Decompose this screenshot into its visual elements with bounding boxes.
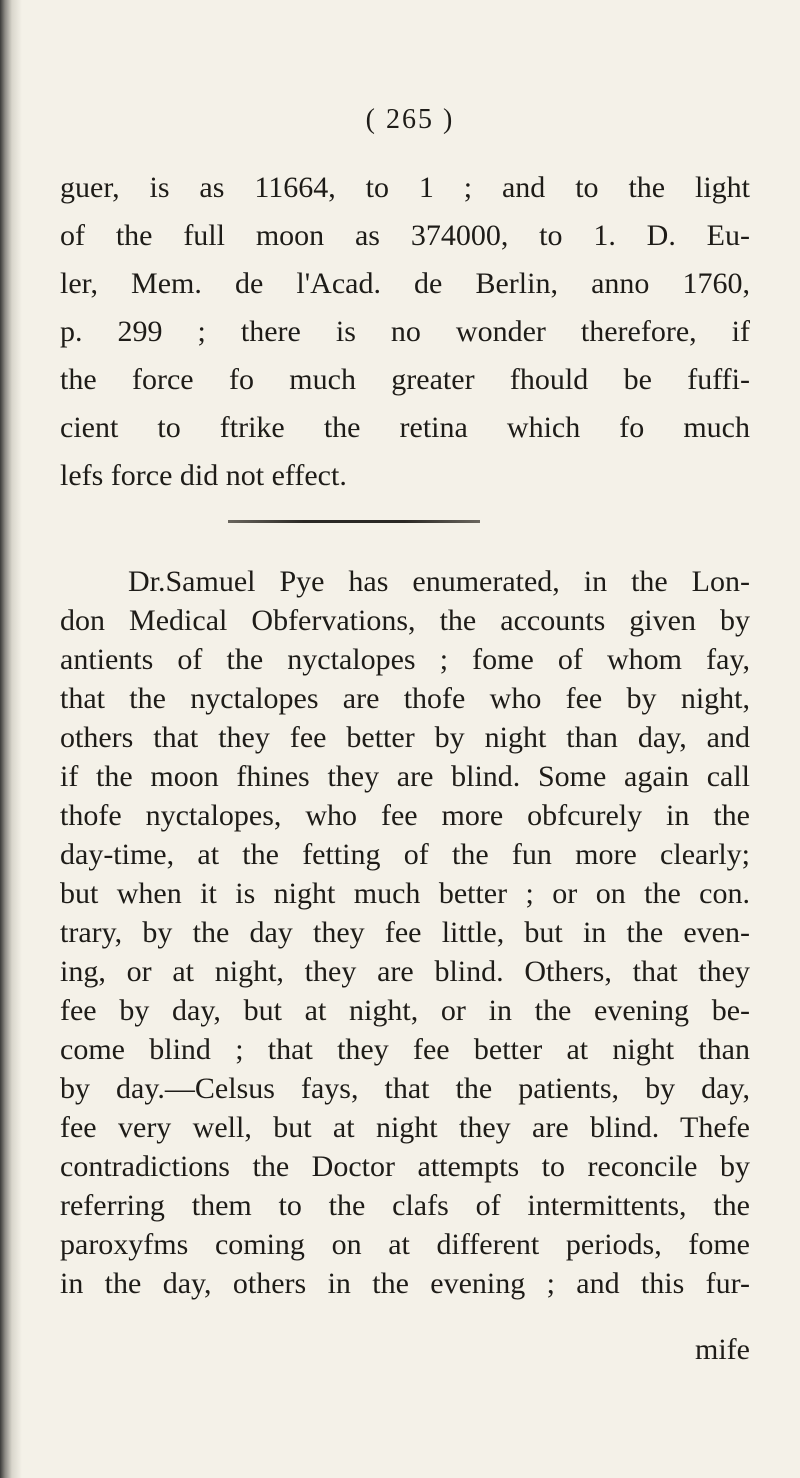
- text-line: come blind ; that they fee better at night than: [60, 1033, 750, 1066]
- page-number: ( 265 ): [365, 104, 455, 135]
- text-line: in the day, others in the evening ; and this fur-: [60, 1267, 750, 1300]
- text-line: ler, Mem. de l'Acad. de Berlin, anno 1760,: [60, 267, 750, 300]
- text-line: fee very well, but at night they are blind. Thefe: [60, 1111, 750, 1144]
- text-line: fee by day, but at night, or in the evening be-: [60, 994, 750, 1027]
- text-line: by day.—Celsus fays, that the patients, by day,: [60, 1072, 750, 1105]
- text-line: day-time, at the fetting of the fun more clearly;: [60, 838, 750, 871]
- text-line: antients of the nyctalopes ; fome of whom fay,: [60, 643, 750, 676]
- text-line: cient to ftrike the retina which fo much: [60, 411, 750, 444]
- catchword: mife: [695, 1333, 750, 1366]
- book-gutter-edge: [0, 0, 22, 1478]
- text-line: trary, by the day they fee little, but in the even-: [60, 916, 750, 949]
- text-line: Dr.Samuel Pye has enumerated, in the Lon-: [128, 565, 750, 598]
- text-line: the force fo much greater fhould be fuffi-: [60, 363, 750, 396]
- text-line: p. 299 ; there is no wonder therefore, if: [60, 315, 750, 348]
- book-page: [60, 0, 750, 1478]
- text-line: contradictions the Doctor attempts to reconcile by: [60, 1150, 750, 1183]
- text-line: thofe nyctalopes, who fee more obfcurely in the: [60, 799, 750, 832]
- text-line: ing, or at night, they are blind. Others, that they: [60, 955, 750, 988]
- text-line: others that they fee better by night than day, and: [60, 721, 750, 754]
- text-line: lefs force did not effect.: [60, 459, 347, 492]
- text-line: but when it is night much better ; or on the con.: [60, 877, 750, 910]
- text-line: if the moon fhines they are blind. Some again call: [60, 760, 750, 793]
- section-divider-rule: [228, 520, 480, 523]
- text-line: paroxyfms coming on at different periods, fome: [60, 1228, 750, 1261]
- text-line: of the full moon as 374000, to 1. D. Eu-: [60, 219, 750, 252]
- text-line: don Medical Obfervations, the accounts given by: [60, 604, 750, 637]
- text-line: referring them to the clafs of intermittents, the: [60, 1189, 750, 1222]
- text-line: that the nyctalopes are thofe who fee by night,: [60, 682, 750, 715]
- text-line: guer, is as 11664, to 1 ; and to the light: [60, 171, 750, 204]
